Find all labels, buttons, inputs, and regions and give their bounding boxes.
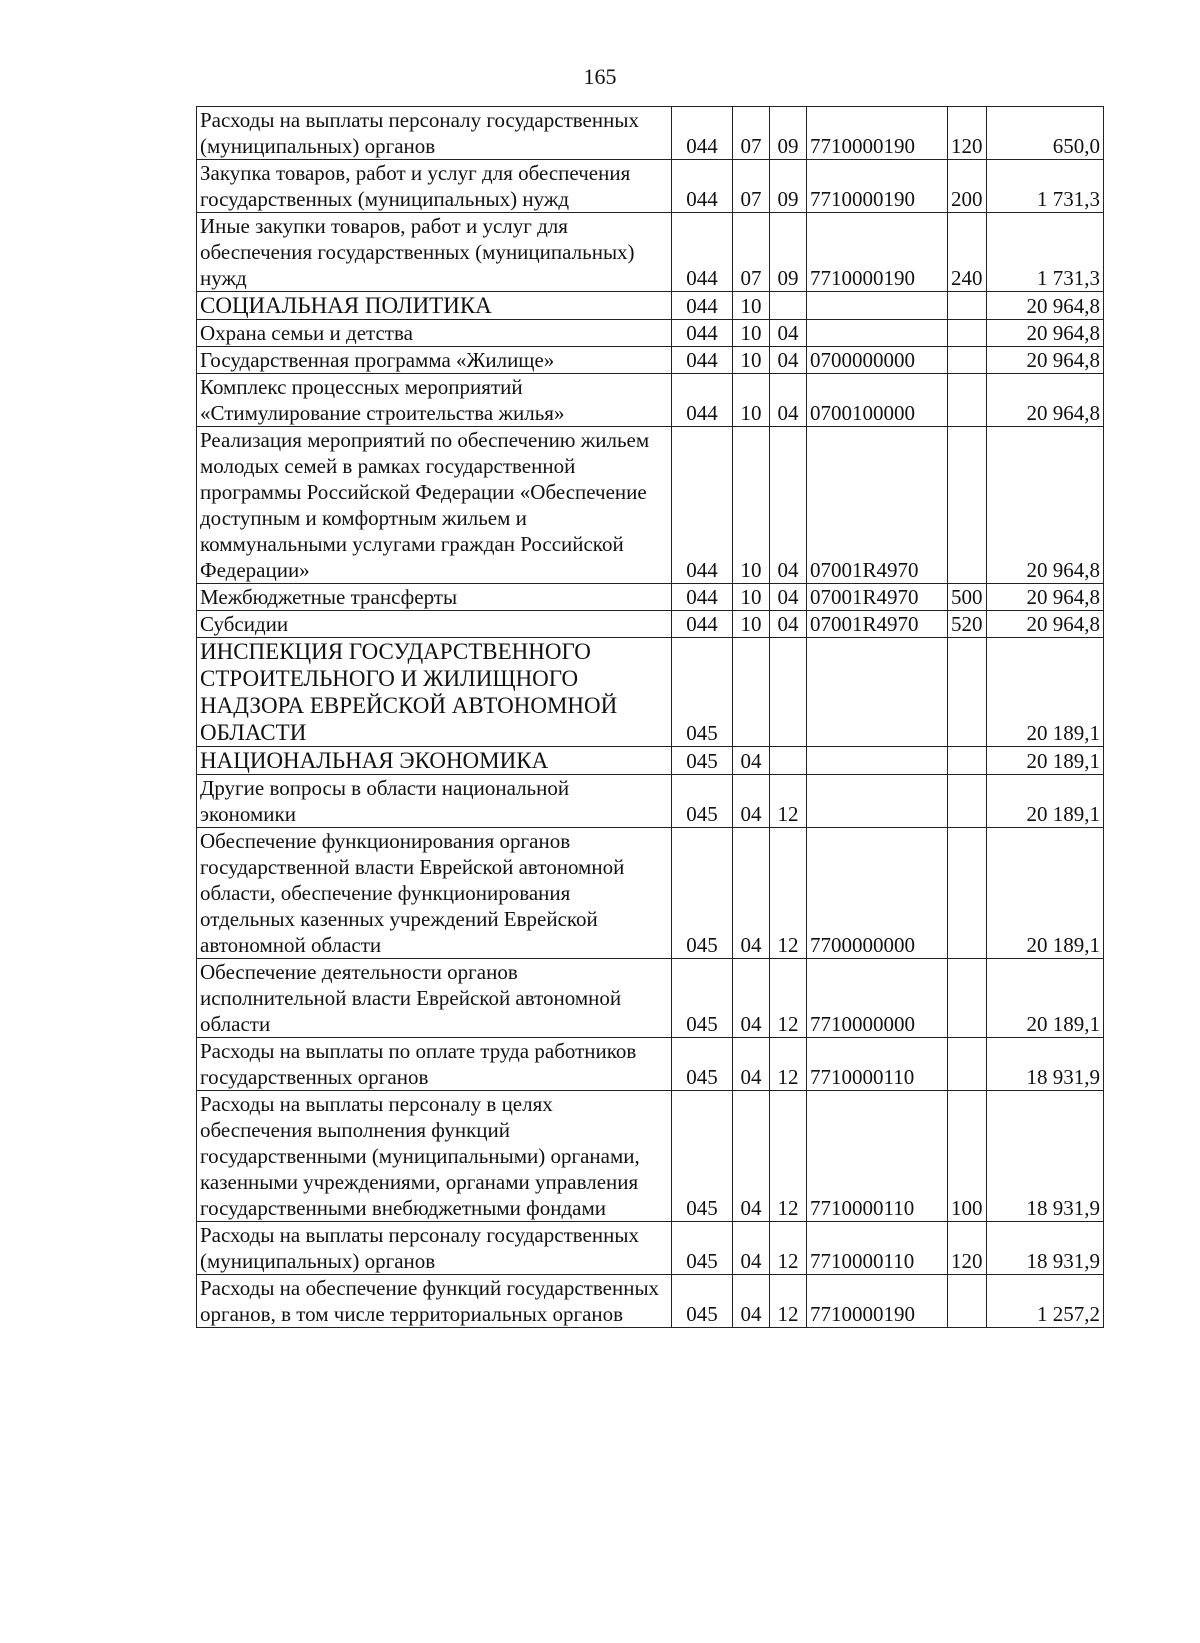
expense-type-cell: 120 [948, 1222, 987, 1275]
department-code-cell: 045 [672, 1038, 733, 1091]
section-code-cell: 04 [733, 1038, 770, 1091]
expense-type-cell [948, 1038, 987, 1091]
amount-cell: 20 189,1 [987, 959, 1104, 1038]
target-article-cell: 7710000110 [807, 1222, 948, 1275]
section-code-cell: 04 [733, 1222, 770, 1275]
amount-cell: 20 189,1 [987, 747, 1104, 775]
target-article-cell [807, 775, 948, 828]
expense-type-cell [948, 374, 987, 427]
subsection-code-cell: 04 [770, 347, 807, 374]
amount-cell: 20 964,8 [987, 427, 1104, 584]
department-code-cell: 045 [672, 747, 733, 775]
expense-name-cell: Иные закупки товаров, работ и услуг для обеспечения государственных (муниципальных) нужд [197, 213, 672, 292]
section-code-cell: 04 [733, 1275, 770, 1328]
expense-type-cell [948, 828, 987, 959]
expense-name-cell: Закупка товаров, работ и услуг для обеспечения государственных (муниципальных) нужд [197, 160, 672, 213]
expense-name-cell: Другие вопросы в области национальной экономики [197, 775, 672, 828]
page-number: 165 [583, 64, 617, 89]
expense-name-cell: Расходы на выплаты персоналу государственных (муниципальных) органов [197, 107, 672, 160]
table-row [197, 1038, 1104, 1091]
department-code-cell: 044 [672, 160, 733, 213]
table-row [197, 160, 1104, 213]
target-article-cell: 7700000000 [807, 828, 948, 959]
expense-name-cell: НАЦИОНАЛЬНАЯ ЭКОНОМИКА [197, 747, 672, 775]
department-code-cell: 045 [672, 1275, 733, 1328]
expense-type-cell [948, 292, 987, 320]
expense-type-cell: 240 [948, 213, 987, 292]
expense-name-cell: Государственная программа «Жилище» [197, 347, 672, 374]
budget-table [196, 106, 1104, 1328]
department-code-cell: 044 [672, 611, 733, 638]
section-code-cell: 04 [733, 1091, 770, 1222]
section-code-cell: 07 [733, 107, 770, 160]
expense-name-cell: Расходы на выплаты персоналу в целях обеспечения выполнения функций государственными (муниципальными) органами, казенными учреждениями, органами управления государственными внебюджетными фондами [197, 1091, 672, 1222]
target-article-cell: 7710000110 [807, 1038, 948, 1091]
expense-type-cell [948, 959, 987, 1038]
expense-name-cell: Комплекс процессных мероприятий «Стимулирование строительства жилья» [197, 374, 672, 427]
expense-name-cell: Охрана семьи и детства [197, 320, 672, 347]
department-code-cell: 044 [672, 320, 733, 347]
section-code-cell: 10 [733, 292, 770, 320]
target-article-cell [807, 747, 948, 775]
target-article-cell: 7710000190 [807, 160, 948, 213]
section-code-cell: 10 [733, 374, 770, 427]
subsection-code-cell: 12 [770, 1222, 807, 1275]
target-article-cell: 0700100000 [807, 374, 948, 427]
section-code-cell: 04 [733, 828, 770, 959]
table-row [197, 427, 1104, 584]
subsection-code-cell: 12 [770, 1038, 807, 1091]
table-row [197, 775, 1104, 828]
section-code-cell: 04 [733, 775, 770, 828]
subsection-code-cell: 04 [770, 320, 807, 347]
amount-cell: 20 189,1 [987, 775, 1104, 828]
table-row [197, 611, 1104, 638]
expense-name-cell: Расходы на обеспечение функций государственных органов, в том числе территориальных органов [197, 1275, 672, 1328]
subsection-code-cell [770, 747, 807, 775]
expense-type-cell [948, 320, 987, 347]
target-article-cell [807, 292, 948, 320]
section-code-cell [733, 638, 770, 747]
section-code-cell: 10 [733, 427, 770, 584]
amount-cell: 20 964,8 [987, 611, 1104, 638]
department-code-cell: 044 [672, 107, 733, 160]
target-article-cell: 07001R4970 [807, 611, 948, 638]
target-article-cell: 7710000190 [807, 213, 948, 292]
target-article-cell: 7710000110 [807, 1091, 948, 1222]
expense-name-cell: Расходы на выплаты персоналу государственных (муниципальных) органов [197, 1222, 672, 1275]
amount-cell: 20 964,8 [987, 292, 1104, 320]
section-code-cell: 10 [733, 320, 770, 347]
amount-cell: 20 189,1 [987, 638, 1104, 747]
subsection-code-cell [770, 292, 807, 320]
expense-name-cell: Расходы на выплаты по оплате труда работников государственных органов [197, 1038, 672, 1091]
target-article-cell: 7710000190 [807, 107, 948, 160]
expense-name-cell: Реализация мероприятий по обеспечению жильем молодых семей в рамках государственной программы Российской Федерации «Обеспечение доступным и комфортным жильем и коммунальными услугами граждан Российской Федерации» [197, 427, 672, 584]
table-row [197, 1275, 1104, 1328]
section-code-cell: 04 [733, 747, 770, 775]
department-code-cell: 045 [672, 1091, 733, 1222]
expense-name-cell: Обеспечение деятельности органов исполнительной власти Еврейской автономной области [197, 959, 672, 1038]
section-code-cell: 07 [733, 160, 770, 213]
expense-type-cell [948, 1275, 987, 1328]
subsection-code-cell: 12 [770, 828, 807, 959]
department-code-cell: 044 [672, 374, 733, 427]
amount-cell: 1 731,3 [987, 160, 1104, 213]
table-row [197, 374, 1104, 427]
table-row [197, 828, 1104, 959]
section-code-cell: 10 [733, 611, 770, 638]
department-code-cell: 044 [672, 213, 733, 292]
expense-type-cell: 100 [948, 1091, 987, 1222]
subsection-code-cell: 12 [770, 1091, 807, 1222]
amount-cell: 20 964,8 [987, 374, 1104, 427]
target-article-cell [807, 320, 948, 347]
target-article-cell: 07001R4970 [807, 427, 948, 584]
amount-cell: 18 931,9 [987, 1222, 1104, 1275]
subsection-code-cell: 12 [770, 775, 807, 828]
table-row [197, 107, 1104, 160]
department-code-cell: 044 [672, 347, 733, 374]
section-code-cell: 10 [733, 347, 770, 374]
table-row [197, 1091, 1104, 1222]
expense-type-cell: 520 [948, 611, 987, 638]
table-row [197, 213, 1104, 292]
subsection-code-cell: 12 [770, 1275, 807, 1328]
amount-cell: 18 931,9 [987, 1091, 1104, 1222]
department-code-cell: 044 [672, 584, 733, 611]
amount-cell: 18 931,9 [987, 1038, 1104, 1091]
section-code-cell: 04 [733, 959, 770, 1038]
expense-type-cell [948, 427, 987, 584]
table-row [197, 1222, 1104, 1275]
amount-cell: 20 964,8 [987, 320, 1104, 347]
subsection-code-cell: 12 [770, 959, 807, 1038]
department-code-cell: 045 [672, 638, 733, 747]
table-row [197, 638, 1104, 747]
subsection-code-cell: 04 [770, 374, 807, 427]
department-code-cell: 045 [672, 775, 733, 828]
department-code-cell: 045 [672, 828, 733, 959]
amount-cell: 1 257,2 [987, 1275, 1104, 1328]
subsection-code-cell: 04 [770, 427, 807, 584]
amount-cell: 650,0 [987, 107, 1104, 160]
table-row [197, 320, 1104, 347]
expense-name-cell: ИНСПЕКЦИЯ ГОСУДАРСТВЕННОГО СТРОИТЕЛЬНОГО И ЖИЛИЩНОГО НАДЗОРА ЕВРЕЙСКОЙ АВТОНОМНОЙ ОБЛАСТИ [197, 638, 672, 747]
table-row [197, 584, 1104, 611]
expense-name-cell: Межбюджетные трансферты [197, 584, 672, 611]
expense-type-cell [948, 347, 987, 374]
expense-type-cell: 500 [948, 584, 987, 611]
target-article-cell: 07001R4970 [807, 584, 948, 611]
department-code-cell: 045 [672, 959, 733, 1038]
amount-cell: 20 964,8 [987, 584, 1104, 611]
section-code-cell: 10 [733, 584, 770, 611]
expense-type-cell [948, 638, 987, 747]
expense-type-cell [948, 747, 987, 775]
expense-name-cell: Субсидии [197, 611, 672, 638]
subsection-code-cell: 09 [770, 107, 807, 160]
department-code-cell: 045 [672, 1222, 733, 1275]
section-code-cell: 07 [733, 213, 770, 292]
amount-cell: 20 189,1 [987, 828, 1104, 959]
table-row [197, 347, 1104, 374]
expense-type-cell [948, 775, 987, 828]
department-code-cell: 044 [672, 427, 733, 584]
target-article-cell: 7710000190 [807, 1275, 948, 1328]
subsection-code-cell: 04 [770, 611, 807, 638]
subsection-code-cell: 04 [770, 584, 807, 611]
table-row [197, 747, 1104, 775]
expense-name-cell: СОЦИАЛЬНАЯ ПОЛИТИКА [197, 292, 672, 320]
subsection-code-cell [770, 638, 807, 747]
target-article-cell: 7710000000 [807, 959, 948, 1038]
amount-cell: 1 731,3 [987, 213, 1104, 292]
target-article-cell: 0700000000 [807, 347, 948, 374]
amount-cell: 20 964,8 [987, 347, 1104, 374]
table-row [197, 959, 1104, 1038]
table-row [197, 292, 1104, 320]
expense-type-cell: 120 [948, 107, 987, 160]
expense-name-cell: Обеспечение функционирования органов государственной власти Еврейской автономной области, обеспечение функционирования отдельных казенных учреждений Еврейской автономной области [197, 828, 672, 959]
target-article-cell [807, 638, 948, 747]
subsection-code-cell: 09 [770, 160, 807, 213]
subsection-code-cell: 09 [770, 213, 807, 292]
expense-type-cell: 200 [948, 160, 987, 213]
department-code-cell: 044 [672, 292, 733, 320]
